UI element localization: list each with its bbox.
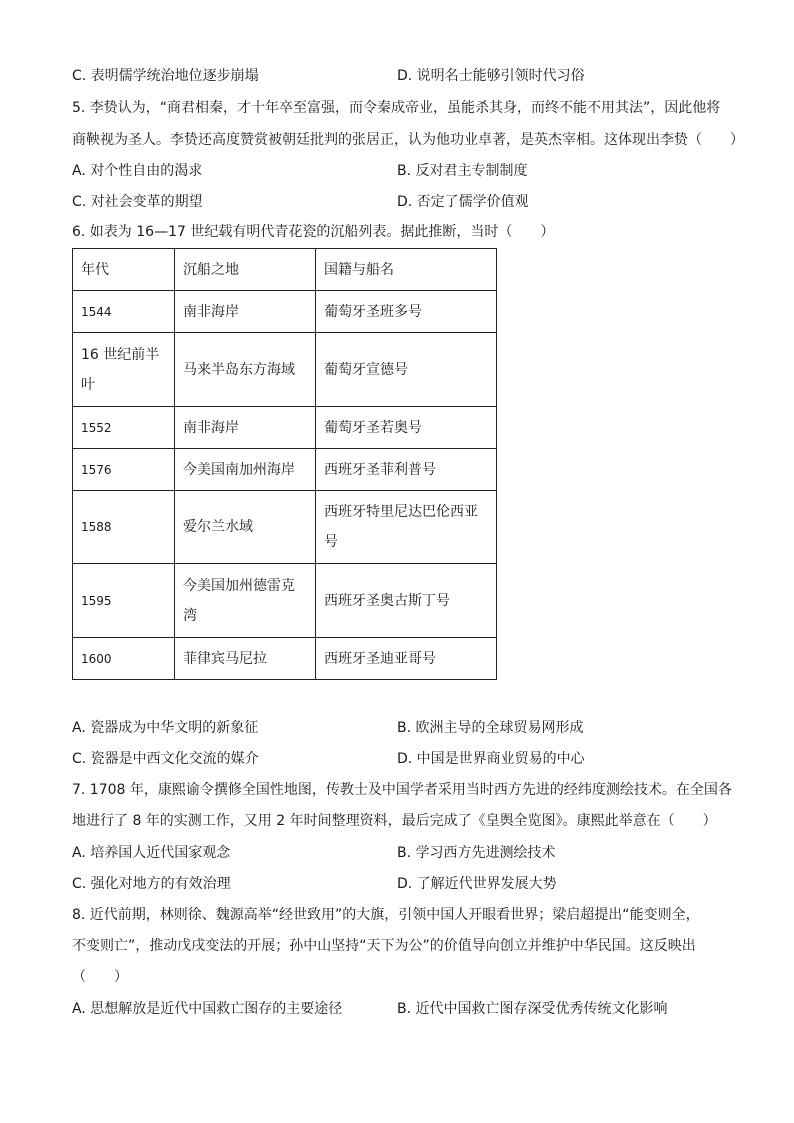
q4-option-c: C. 表明儒学统治地位逐步崩塌 (72, 68, 259, 84)
q8-stem-line2: 不变则亡”，推动戊戌变法的开展；孙中山坚持“天下为公”的价值导向创立并维护中华民国。这反映出 (72, 938, 696, 954)
table-header-cell: 国籍与船名 (316, 249, 497, 291)
table-cell-year: 1588 (73, 491, 175, 564)
table-header-row (73, 249, 497, 291)
table-row (73, 449, 497, 491)
q6-option-b: B. 欧洲主导的全球贸易网形成 (397, 720, 584, 736)
q5-option-c: C. 对社会变革的期望 (72, 194, 203, 210)
table-row (73, 333, 497, 407)
q8-option-b: B. 近代中国救亡图存深受优秀传统文化影响 (397, 1001, 668, 1017)
table-cell-year: 1576 (73, 449, 175, 491)
table-cell-place: 菲律宾马尼拉 (175, 638, 316, 680)
table-cell-ship: 西班牙圣奥古斯丁号 (316, 564, 497, 638)
table-row (73, 564, 497, 638)
q7-option-c: C. 强化对地方的有效治理 (72, 876, 231, 892)
table-cell-place: 爱尔兰水域 (175, 491, 316, 564)
table-cell-place: 南非海岸 (175, 407, 316, 449)
q4-option-d: D. 说明名士能够引领时代习俗 (397, 68, 585, 84)
q5-stem-line1: 5. 李贽认为，“商君相秦，才十年卒至富强，而令秦成帝业，虽能杀其身，而终不能不用其法”，因此他将 (72, 100, 721, 116)
shipwreck-table (72, 248, 497, 680)
table-cell-year: 1552 (73, 407, 175, 449)
q7-option-a: A. 培养国人近代国家观念 (72, 845, 231, 861)
table-cell-ship: 西班牙特里尼达巴伦西亚号 (316, 491, 497, 564)
table-cell-ship: 葡萄牙圣班多号 (316, 291, 497, 333)
q6-option-c: C. 瓷器是中西文化交流的媒介 (72, 751, 259, 767)
q5-option-d: D. 否定了儒学价值观 (397, 194, 529, 210)
q6-stem: 6. 如表为 16—17 世纪载有明代青花瓷的沉船列表。据此推断，当时（ ） (72, 224, 555, 240)
table-cell-ship: 葡萄牙宣德号 (316, 333, 497, 407)
table-cell-year: 1595 (73, 564, 175, 638)
table-row (73, 407, 497, 449)
table-cell-ship: 葡萄牙圣若奥号 (316, 407, 497, 449)
table-row (73, 491, 497, 564)
table-row (73, 291, 497, 333)
q6-option-a: A. 瓷器成为中华文明的新象征 (72, 720, 259, 736)
q7-option-b: B. 学习西方先进测绘技术 (397, 845, 556, 861)
q5-option-a: A. 对个性自由的渴求 (72, 163, 203, 179)
q7-stem-line2: 地进行了 8 年的实测工作，又用 2 年时间整理资料，最后完成了《皇舆全览图》。康熙此举意在（ ） (72, 813, 717, 829)
table-cell-ship: 西班牙圣迪亚哥号 (316, 638, 497, 680)
table-row (73, 638, 497, 680)
table-cell-year: 1544 (73, 291, 175, 333)
q5-option-b: B. 反对君主专制制度 (397, 163, 528, 179)
table-cell-year: 16 世纪前半叶 (73, 333, 175, 407)
q8-option-a: A. 思想解放是近代中国救亡图存的主要途径 (72, 1001, 343, 1017)
q8-stem-line1: 8. 近代前期，林则徐、魏源高举“经世致用”的大旗，引领中国人开眼看世界；梁启超提出“能变则全， (72, 907, 700, 923)
q7-option-d: D. 了解近代世界发展大势 (397, 876, 557, 892)
q7-stem-line1: 7. 1708 年，康熙谕令撰修全国性地图，传教士及中国学者采用当时西方先进的经纬度测绘技术。在全国各 (72, 782, 732, 798)
table-cell-year: 1600 (73, 638, 175, 680)
table-cell-place: 今美国加州德雷克湾 (175, 564, 316, 638)
table-cell-place: 今美国南加州海岸 (175, 449, 316, 491)
table-cell-place: 马来半岛东方海域 (175, 333, 316, 407)
q8-stem-line3: （ ） (72, 969, 128, 985)
table-cell-place: 南非海岸 (175, 291, 316, 333)
q6-option-d: D. 中国是世界商业贸易的中心 (397, 751, 585, 767)
table-header-cell: 沉船之地 (175, 249, 316, 291)
table-cell-ship: 西班牙圣菲利普号 (316, 449, 497, 491)
table-header-cell: 年代 (73, 249, 175, 291)
q5-stem-line2: 商鞅视为圣人。李贽还高度赞赏被朝廷批判的张居正，认为他功业卓著，是英杰宰相。这体现出李贽（ ） (72, 132, 744, 148)
